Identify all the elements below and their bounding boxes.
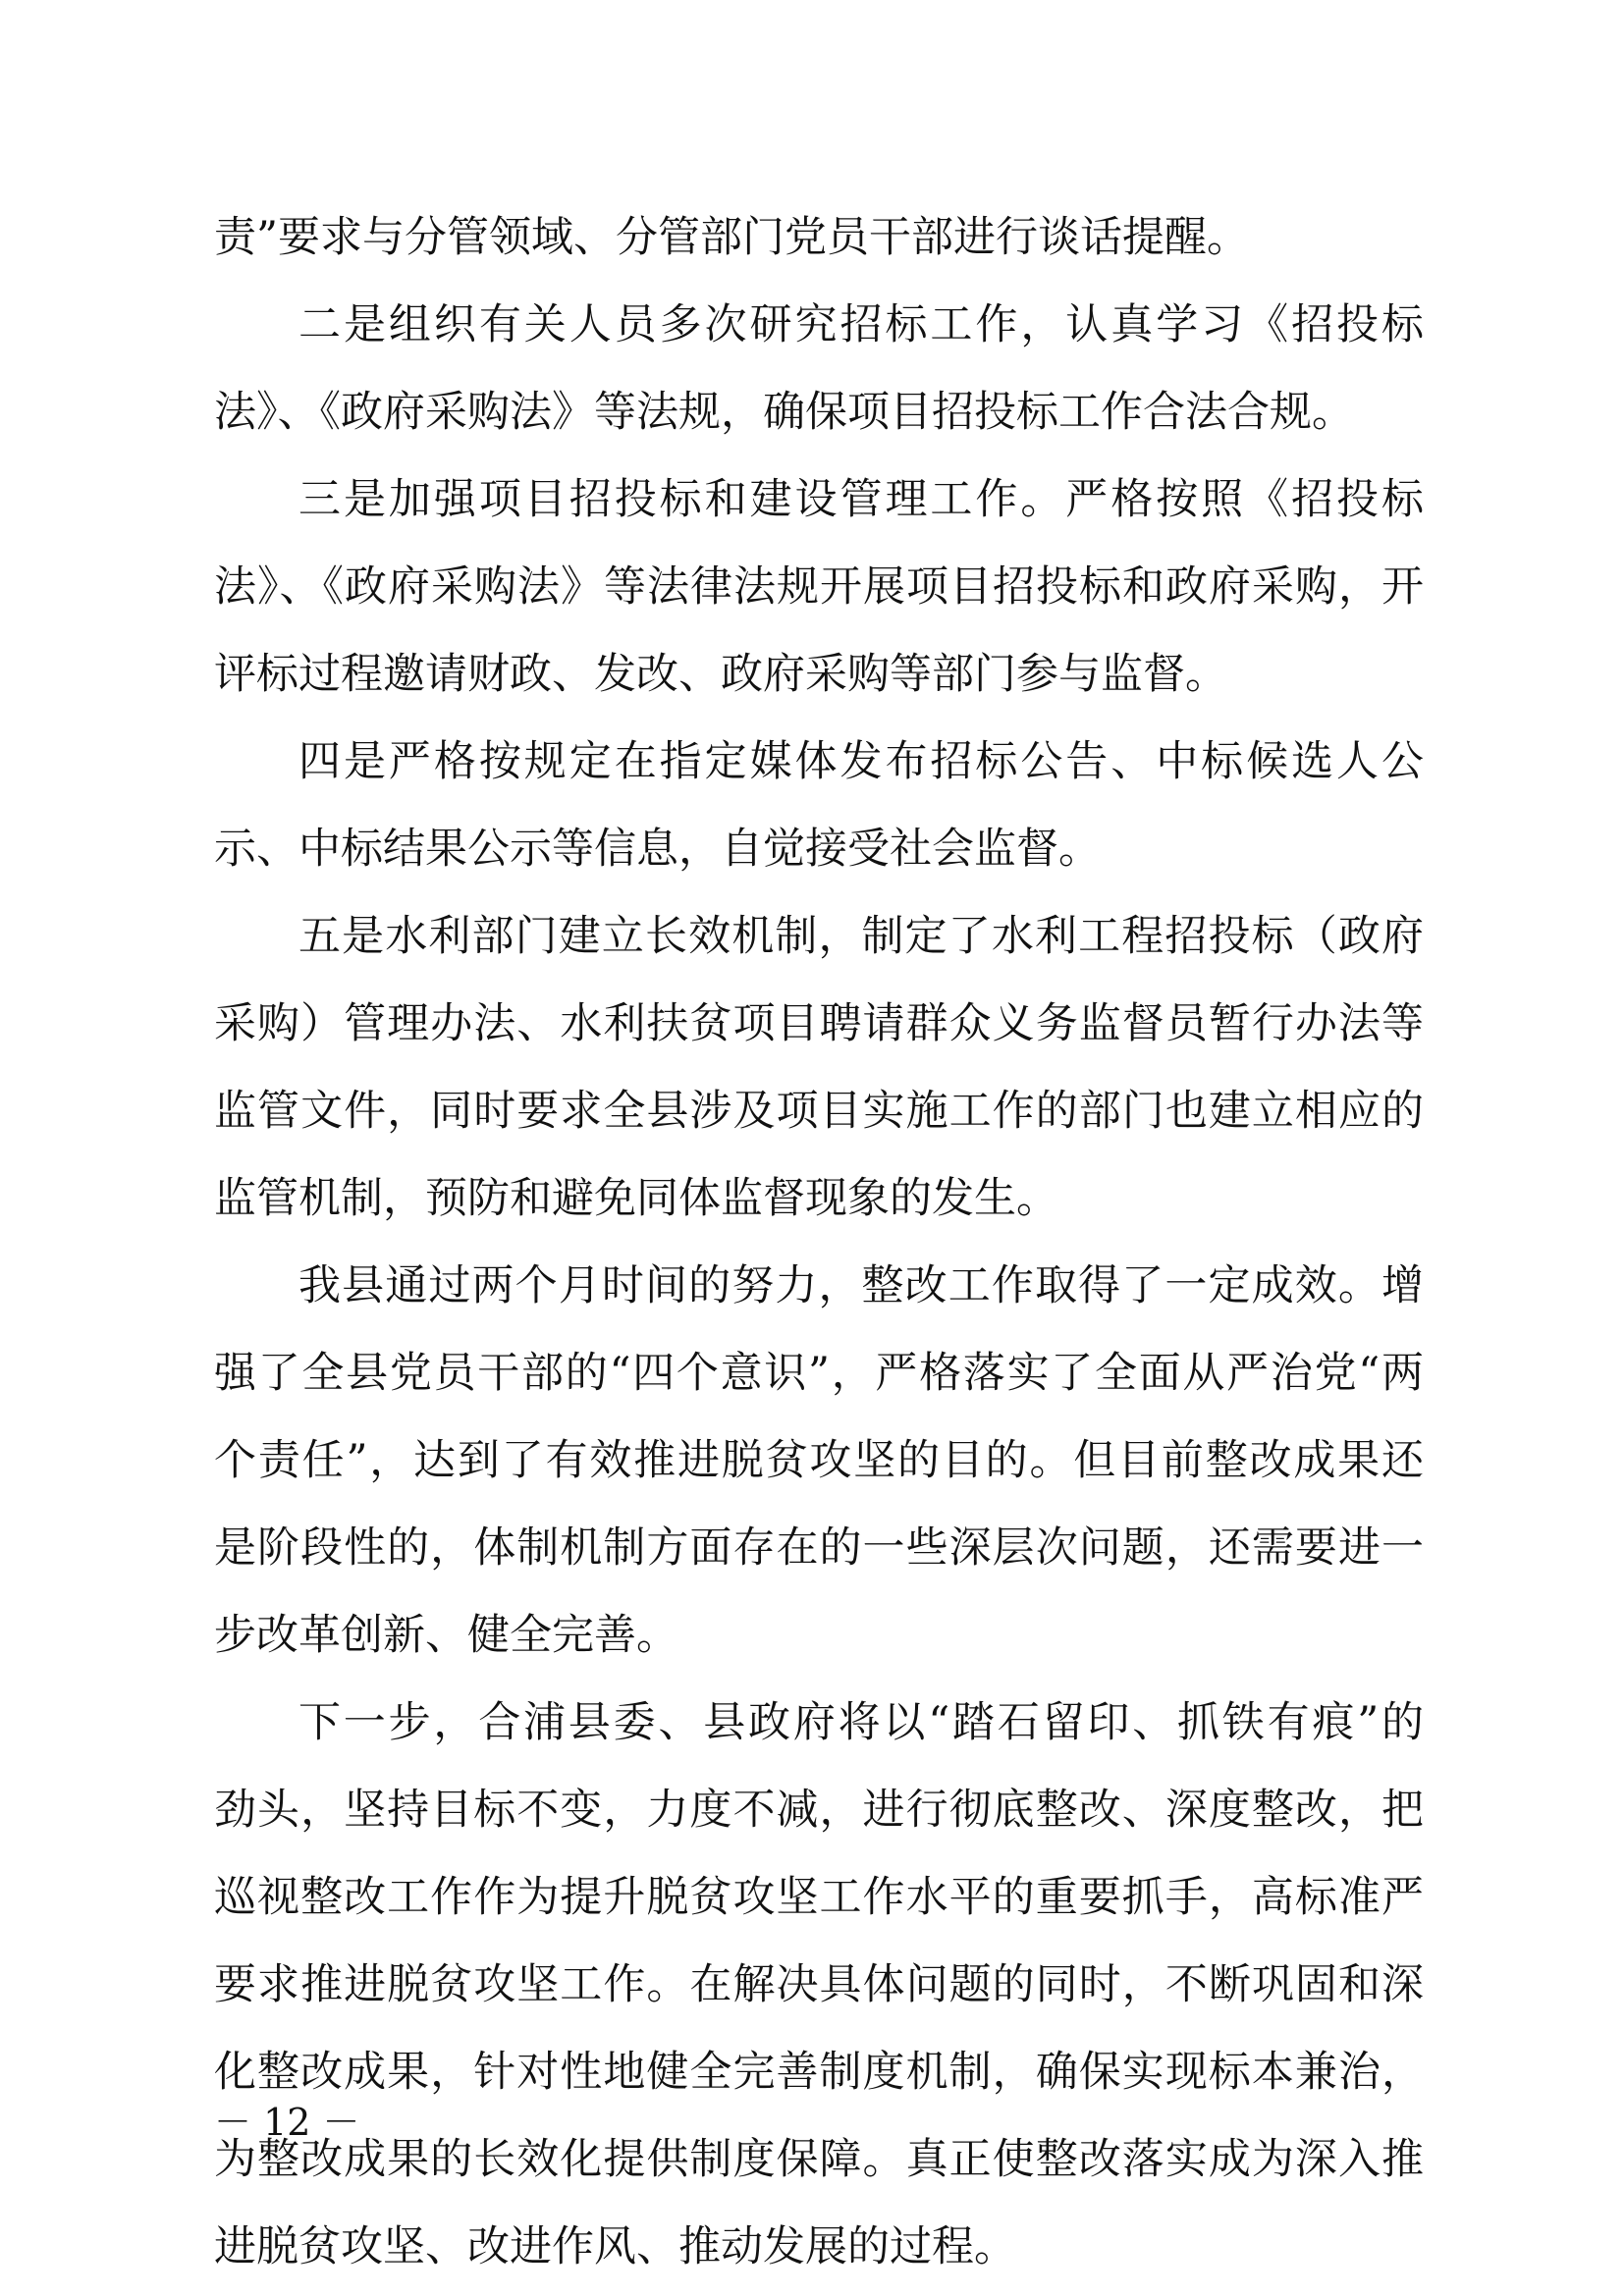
text-line: 为整改成果的长效化提供制度保障。真正使整改落实成为深入推: [214, 2135, 1424, 2184]
text-line: 示、中标结果公示等信息，自觉接受社会监督。: [214, 825, 1101, 874]
paragraph-start-line: 下一步，合浦县委、县政府将以“踏石留印、抓铁有痕”的: [298, 1698, 1424, 1747]
page-number: － 12 －: [214, 2101, 360, 2144]
text-line: 化整改成果，针对性地健全完善制度机制，确保实现标本兼治，: [214, 2048, 1424, 2097]
paragraph-start-line: 五是水利部门建立长效机制，制定了水利工程招投标（政府: [298, 912, 1424, 961]
paragraph-start-line: 三是加强项目招投标和建设管理工作。严格按照《招投标: [298, 475, 1424, 524]
text-line: 劲头，坚持目标不变，力度不减，进行彻底整改、深度整改，把: [214, 1786, 1424, 1835]
text-line: 强了全县党员干部的“四个意识”，严格落实了全面从严治党“两: [214, 1349, 1424, 1398]
text-line: 监管机制，预防和避免同体监督现象的发生。: [214, 1174, 1058, 1223]
text-line: 是阶段性的，体制机制方面存在的一些深层次问题，还需要进一: [214, 1523, 1424, 1573]
text-line: 巡视整改工作作为提升脱贫攻坚工作水平的重要抓手，高标准严: [214, 1873, 1424, 1922]
text-line: 监管文件，同时要求全县涉及项目实施工作的部门也建立相应的: [214, 1087, 1424, 1136]
body-text: [214, 194, 1424, 2291]
paragraph-start-line: 四是严格按规定在指定媒体发布招标公告、中标候选人公: [298, 737, 1424, 786]
text-line: 个责任”，达到了有效推进脱贫攻坚的目的。但目前整改成果还: [214, 1436, 1424, 1485]
text-line: 要求推进脱贫攻坚工作。在解决具体问题的同时，不断巩固和深: [214, 1960, 1424, 2009]
text-line: 责”要求与分管领域、分管部门党员干部进行谈话提醒。: [214, 213, 1249, 262]
text-line: 评标过程邀请财政、发改、政府采购等部门参与监督。: [214, 650, 1227, 699]
text-line: 步改革创新、健全完善。: [214, 1611, 678, 1660]
text-line: 法》、《政府采购法》等法规，确保项目招投标工作合法合规。: [214, 388, 1354, 437]
text-line: 进脱贫攻坚、改进作风、推动发展的过程。: [214, 2222, 1016, 2271]
paragraph-start-line: 二是组织有关人员多次研究招标工作，认真学习《招投标: [298, 300, 1424, 349]
text-line: 采购）管理办法、水利扶贫项目聘请群众义务监督员暂行办法等: [214, 999, 1424, 1048]
paragraph-start-line: 我县通过两个月时间的努力，整改工作取得了一定成效。增: [298, 1261, 1424, 1310]
text-line: 法》、《政府采购法》等法律法规开展项目招投标和政府采购，开: [214, 562, 1424, 612]
